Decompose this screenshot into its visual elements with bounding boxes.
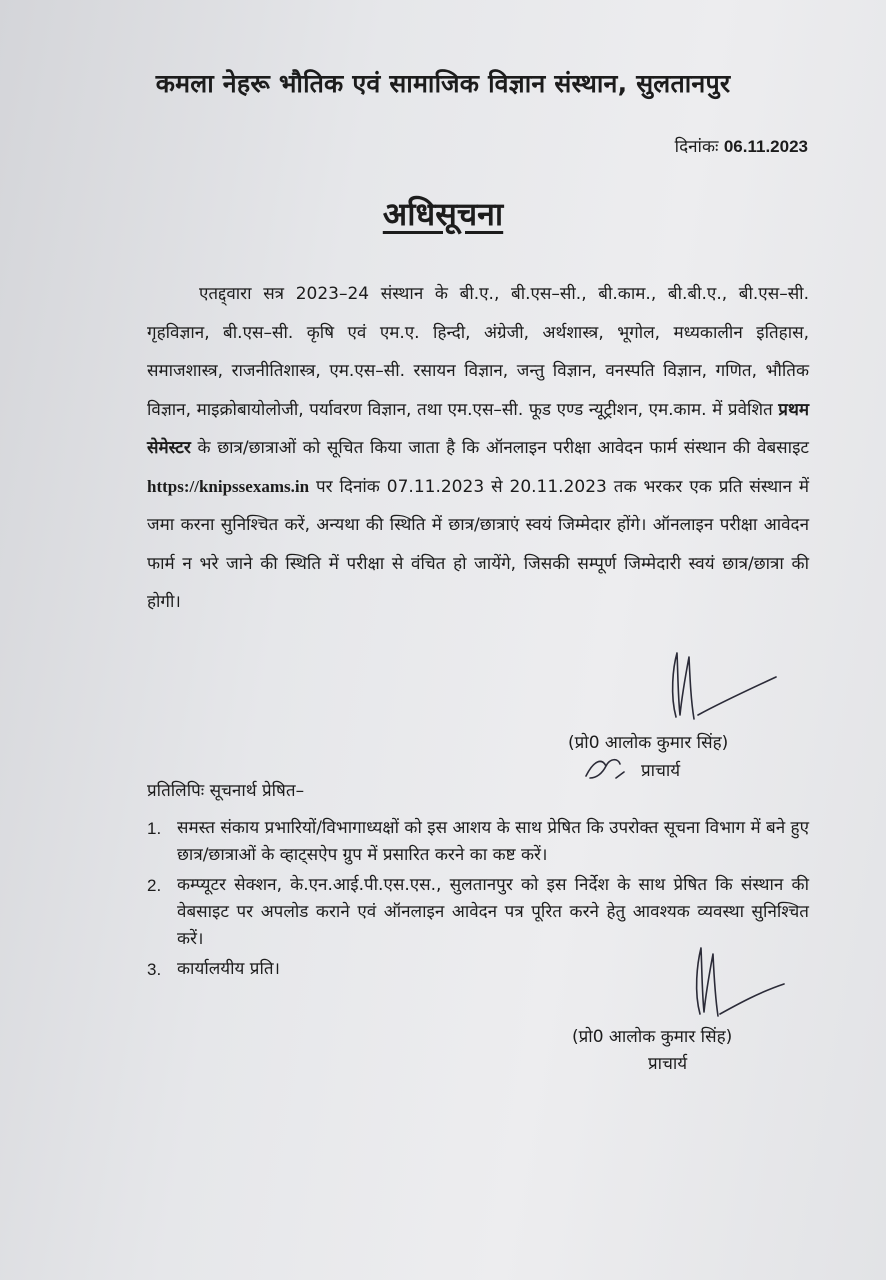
signatory-name-2: (प्रो0 आलोक कुमार सिंह) [572, 1027, 733, 1047]
date-value: 06.11.2023 [723, 137, 808, 156]
body-text-part1: एतद्द्वारा सत्र 2023–24 संस्थान के बी.ए., बी.एस–सी., बी.काम., बी.बी.ए., बी.एस–सी. गृहविज्ञान, बी.एस–सी. कृषि एवं एम.ए. हिन्दी, अंग्रेजी, अर्थशास्त्र, भूगोल, मध्यकालीन इतिहास, समाजशास्त्र, राजनीतिशास्त्र, एम.एस–सी. रसायन विज्ञान, जन्तु विज्ञान, वनस्पति विज्ञान, गणित, भौतिक विज्ञान, माइक्रोबायोलोजी, पर्यावरण विज्ञान, तथा एम.एस–सी. फूड एण्ड न्यूट्रीशन, एम.काम. में प्रवेशित [147, 284, 809, 420]
signatory-name-1: (प्रो0 आलोक कुमार सिंह) [568, 733, 729, 753]
notice-date [675, 134, 808, 157]
list-text: कम्प्यूटर सेक्शन, के.एन.आई.पी.एस.एस., सुलतानपुर को इस निर्देश के साथ प्रेषित कि संस्थान की वेबसाइट पर अपलोड कराने एवं ऑनलाइन आवेदन पत्र पूरित करने हेतु आवश्यक व्यवस्था सुनिश्चित करें। [177, 875, 809, 949]
signature-1 [640, 645, 790, 725]
notice-body [147, 275, 809, 622]
body-emphasis: प्रथम सेमेस्टर [147, 399, 809, 458]
website-url: https://knipssexams.in [147, 476, 310, 496]
body-text-part2: के छात्र/छात्राओं को सूचित किया जाता है कि ऑनलाइन परीक्षा आवेदन फार्म संस्थान की वेबसाइट [197, 438, 809, 458]
signatory-title-1: प्राचार्य [641, 761, 681, 781]
list-text: कार्यालयीय प्रति। [177, 959, 280, 979]
copy-heading: प्रतिलिपिः सूचनार्थ प्रेषित– [147, 781, 305, 801]
list-text: समस्त संकाय प्रभारियों/विभागाध्यक्षों को इस आशय के साथ प्रेषित कि उपरोक्त सूचना विभाग में बने हुए छात्र/छात्राओं के व्हाट्सऐप ग्रुप में प्रसारित करने का कष्ट करें। [177, 818, 809, 865]
signature-2 [660, 940, 800, 1020]
list-number: 1. [147, 819, 162, 838]
notice-heading: अधिसूचना [382, 195, 504, 233]
list-number: 3. [147, 960, 162, 979]
initials-mark [580, 752, 630, 786]
list-item [147, 815, 809, 869]
signatory-title-2: प्राचार्य [648, 1054, 688, 1074]
institute-name: कमला नेहरू भौतिक एवं सामाजिक विज्ञान संस्थान, सुलतानपुर [155, 69, 731, 98]
body-text-part3: पर दिनांक 07.11.2023 से 20.11.2023 तक भरकर एक प्रति संस्थान में जमा करना सुनिश्चित करें, अन्यथा की स्थिति में छात्र/छात्राएं स्वयं जिम्मेदार होंगे। ऑनलाइन परीक्षा आवेदन फार्म न भरे जाने की स्थिति में परीक्षा से वंचित हो जायेंगे, जिसकी सम्पूर्ण जिम्मेदारी स्वयं छात्र/छात्रा की होगी। [147, 476, 810, 612]
date-label: दिनांकः [674, 137, 719, 157]
list-number: 2. [147, 876, 162, 895]
